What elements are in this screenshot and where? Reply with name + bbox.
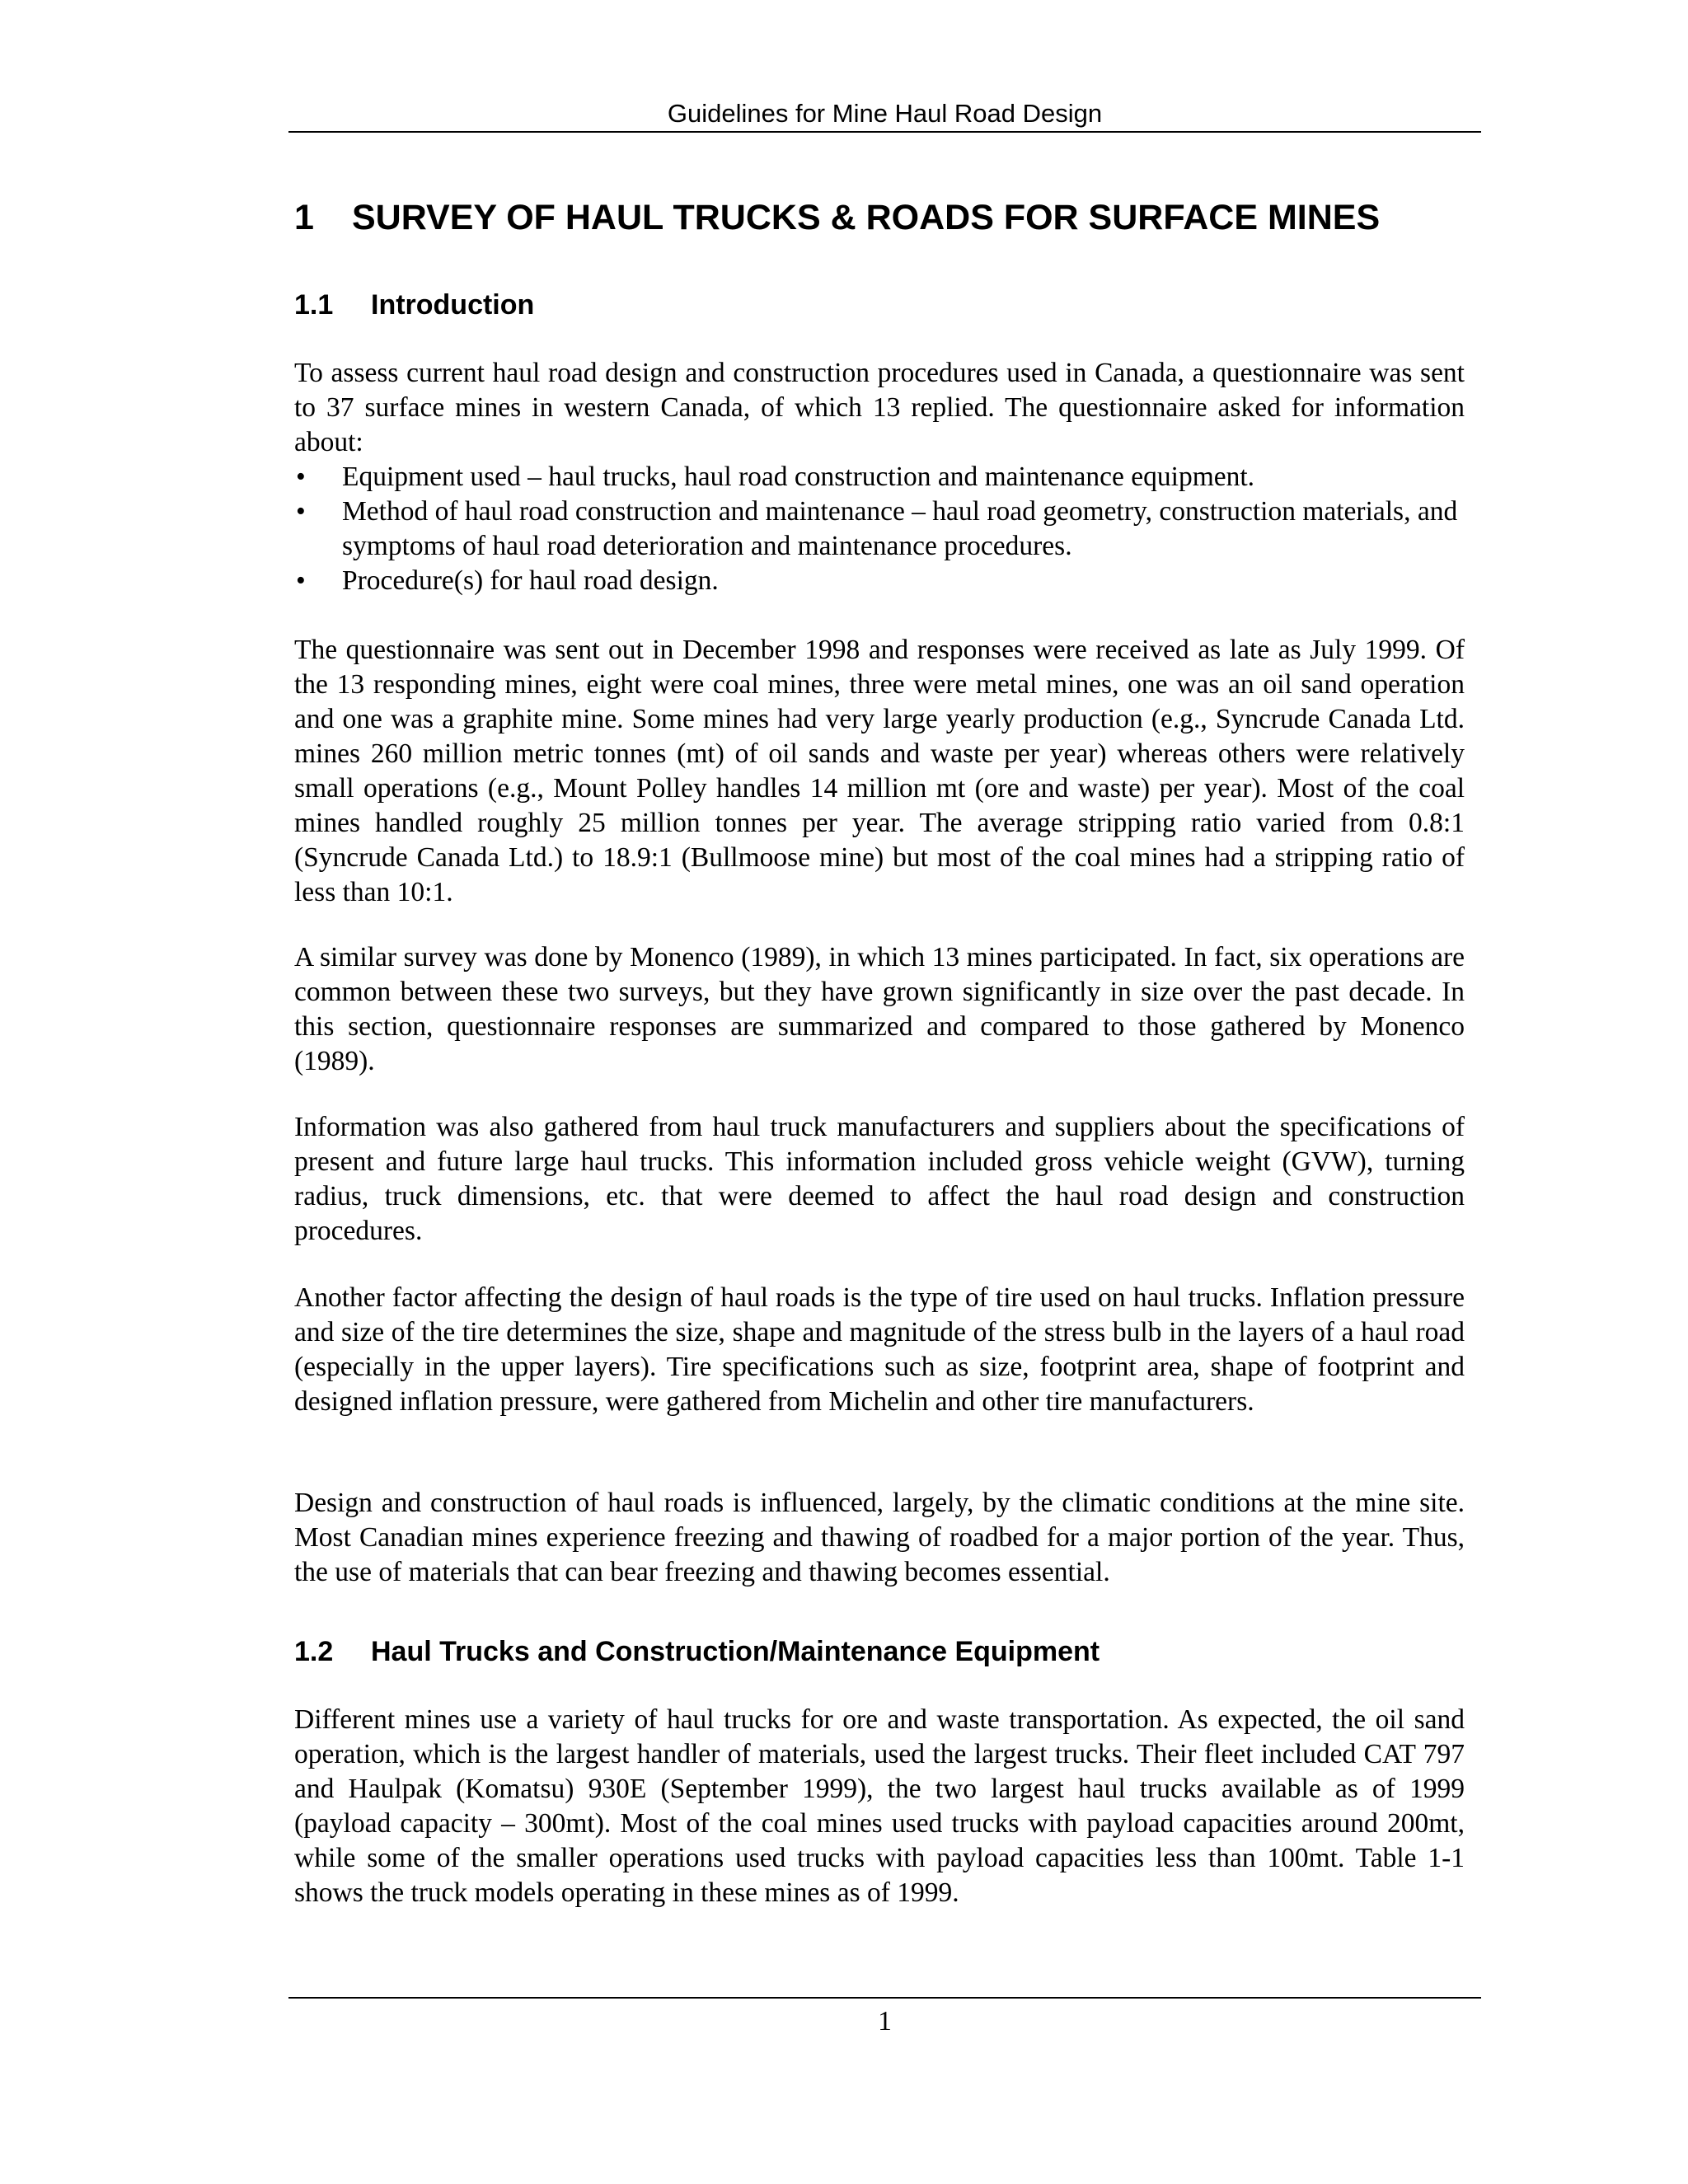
- chapter-heading: [294, 194, 1481, 241]
- section-title: Haul Trucks and Construction/Maintenance Equipment: [371, 1636, 1100, 1667]
- section-heading-1-2: [294, 1633, 1100, 1670]
- list-item: [294, 494, 1465, 564]
- footer-rule: [288, 1997, 1481, 1999]
- chapter-number: 1: [294, 198, 314, 237]
- body-paragraph: A similar survey was done by Monenco (1989), in which 13 mines participated. In fact, six operations are common between these two surveys, but they have grown significantly in size over the past decade. In this section, questionnaire responses are summarized and compared to those gathered by Monenco (1989).: [294, 942, 1465, 1076]
- running-header: Guidelines for Mine Haul Road Design: [667, 99, 1103, 128]
- section-heading-1-1: [294, 287, 534, 323]
- chapter-title: SURVEY OF HAUL TRUCKS & ROADS FOR SURFACE MINES: [352, 198, 1381, 237]
- bullet-icon: •: [296, 462, 306, 492]
- list-item-text: Procedure(s) for haul road design.: [342, 565, 719, 596]
- body-paragraph: Different mines use a variety of haul trucks for ore and waste transportation. As expected, the oil sand operation, which is the largest handler of materials, used the largest trucks. Their fleet included CAT 797 and Haulpak (Komatsu) 930E (September 1999), the two largest haul trucks available as of 1999 (payload capacity – 300mt). Most of the coal mines used trucks with payload capacities around 200mt, while some of the smaller operations used trucks with payload capacities less than 100mt. Table 1-1 shows the truck models operating in these mines as of 1999.: [294, 1704, 1465, 1908]
- intro-paragraph: To assess current haul road design and construction procedures used in Canada, a questionnaire was sent to 37 surface mines in western Canada, of which 13 replied. The questionnaire asked for information about:: [294, 358, 1465, 457]
- body-paragraph: Another factor affecting the design of haul roads is the type of tire used on haul trucks. Inflation pressure and size of the tire determines the size, shape and magnitude of the stress bulb in the layers of a haul road (especially in the upper layers). Tire specifications such as size, footprint area, shape of footprint and designed inflation pressure, were gathered from Michelin and other tire manufacturers.: [294, 1282, 1465, 1417]
- section-number: 1.1: [294, 289, 334, 321]
- body-paragraph: The questionnaire was sent out in December 1998 and responses were received as late as July 1999. Of the 13 responding mines, eight were coal mines, three were metal mines, one was an oil sand operation and one was a graphite mine. Some mines had very large yearly production (e.g., Syncrude Canada Ltd. mines 260 million metric tonnes (mt) of oil sands and waste per year) whereas others were relatively small operations (e.g., Mount Polley handles 14 million mt (ore and waste) per year). Most of the coal mines handled roughly 25 million tonnes per year. The average stripping ratio varied from 0.8:1 (Syncrude Canada Ltd.) to 18.9:1 (Bullmoose mine) but most of the coal mines had a stripping ratio of less than 10:1.: [294, 635, 1465, 907]
- list-item: [294, 564, 1465, 598]
- list-item: [294, 460, 1465, 494]
- page-number: 1: [878, 2006, 892, 2036]
- section-number: 1.2: [294, 1636, 334, 1667]
- list-item-text: Equipment used – haul trucks, haul road construction and maintenance equipment.: [342, 462, 1255, 492]
- bullet-icon: •: [296, 496, 306, 527]
- body-paragraph: Information was also gathered from haul truck manufacturers and suppliers about the specifications of present and future large haul trucks. This information included gross vehicle weight (GVW), turning radius, truck dimensions, etc. that were deemed to affect the haul road design and construction procedures.: [294, 1112, 1465, 1246]
- bullet-list: [294, 460, 1465, 598]
- body-paragraph: Design and construction of haul roads is influenced, largely, by the climatic conditions at the mine site. Most Canadian mines experience freezing and thawing of roadbed for a major portion of the year. Thus, the use of materials that can bear freezing and thawing becomes essential.: [294, 1488, 1465, 1587]
- header-rule: [288, 131, 1481, 133]
- section-title: Introduction: [371, 289, 535, 321]
- bullet-icon: •: [296, 565, 306, 596]
- list-item-text: Method of haul road construction and maintenance – haul road geometry, construction materials, and symptoms of haul road deterioration and maintenance procedures.: [342, 496, 1458, 561]
